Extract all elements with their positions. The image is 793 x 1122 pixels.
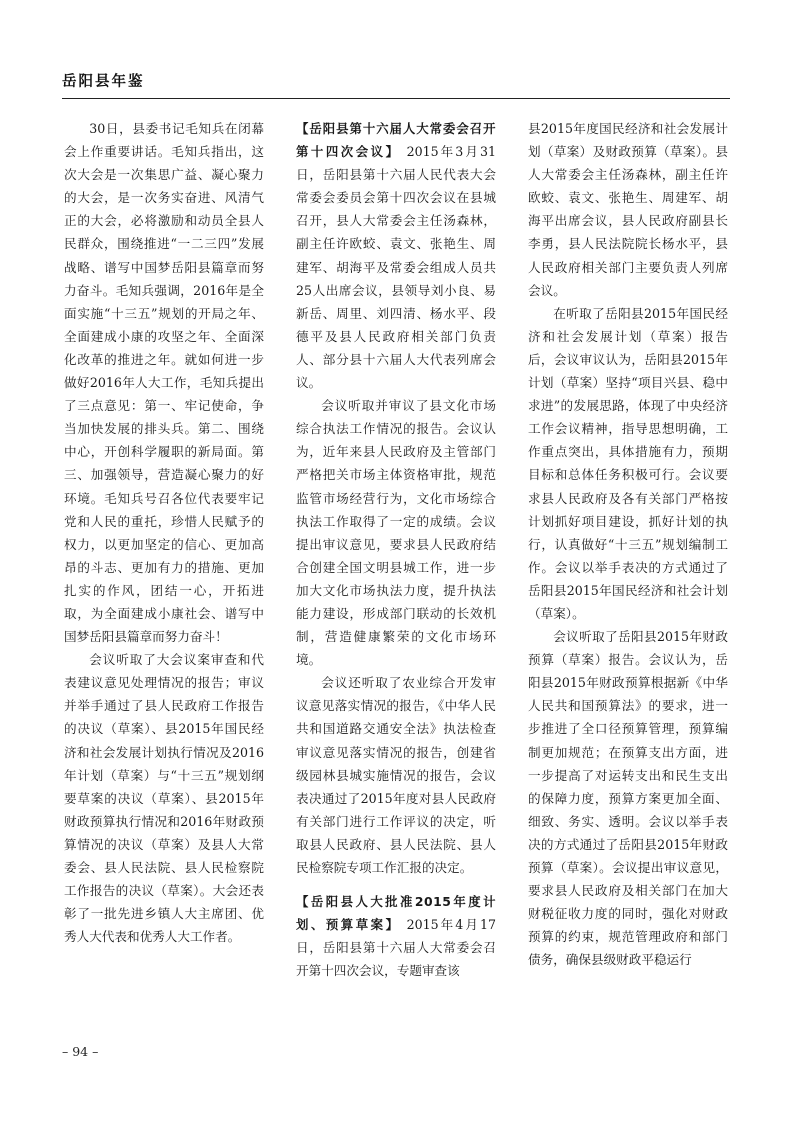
column-2 [296,117,496,982]
column-3 [528,117,728,971]
section-fourteenth-meeting [296,117,496,394]
paragraph-budget-continued: 县2015年度国民经济和社会发展计划（草案）及财政预算（草案）。县人大常委会主任汤森林，副主任许欧蛟、袁文、张艳生、周建军、胡海平出席会议，县人民政府副县长李勇，县人民法院院长杨水平，县人民政府相关部门主要负责人列席会议。 [528,121,728,298]
section-heading: 【岳阳县第十六届人大常委会召开第十四次会议】 [296,121,496,160]
paragraph-resolutions: 会议听取了大会议案审查和代表建议意见处理情况的报告；审议并举手通过了县人民政府工作报告的决议（草案）、县2015年国民经济和社会发展计划执行情况及2016年计划（草案）与“十三五”规划纲要草案的决议（草案）、县2015年财政预算执行情况和2016年财政预算情况的决议（草案）及县人大常委会、县人民法院、县人民检察院工作报告的决议（草案）。大会还表彰了一批先进乡镇人大主席团、优秀人大代表和优秀人大工作者。 [64,652,264,945]
section-body: 2015年4月17日，岳阳县第十六届人大常委会召开第十四次会议，专题审查该 [296,917,496,979]
section-heading: 【岳阳县人大批准2015年度计划、预算草案】 [296,894,496,933]
paragraph-culture-market: 会议听取并审议了县文化市场综合执法工作情况的报告。会议认为，近年来县人民政府及主管部门严格把关市场主体资格审批，规范监管市场经营行为，文化市场综合执法工作取得了一定的成绩。会议提出审议意见，要求县人民政府结合创建全国文明县城工作，进一步加大文化市场执法力度，提升执法能力建设，形成部门联动的长效机制，营造健康繁荣的文化市场环境。 [296,398,496,668]
running-header-title: 岳阳县年鉴 [62,74,145,90]
paragraph-closing-speech: 30日，县委书记毛知兵在闭幕会上作重要讲话。毛知兵指出，这次大会是一次集思广益、凝心聚力的大会，是一次务实奋进、风清气正的大会，必将激励和动员全县人民群众，围绕推进“一二三四”发展战略、谱写中国梦岳阳县篇章而努力奋斗。毛知兵强调，2016年是全面实施“十三五”规划的开局之年、全面建成小康的攻坚之年、全面深化改革的推进之年。就如何进一步做好2016年人大工作，毛知兵提出了三点意见：第一、牢记使命，争当加快发展的排头兵。第二、围绕中心，开创科学履职的新局面。第三、加强领导，营造凝心聚力的好环境。毛知兵号召各位代表要牢记党和人民的重托，珍惜人民赋予的权力，以更加坚定的信心、更加高昂的斗志、更加有力的措施、更加扎实的作风，团结一心，开拓进取，为全面建成小康社会、谱写中国梦岳阳县篇章而努力奋斗！ [64,121,264,645]
paragraph-economic-plan: 在听取了岳阳县2015年国民经济和社会发展计划（草案）报告后，会议审议认为，岳阳县2015年计划（草案）坚持“项目兴县、稳中求进”的发展思路，体现了中央经济工作会议精神，指导思想明确，工作重点突出，具体措施有力，预期目标和总体任务积极可行。会议要求县人民政府及各有关部门严格按计划抓好项目建设，抓好计划的执行，认真做好“十三五”规划编制工作。会议以举手表决的方式通过了岳阳县2015年国民经济和社会计划（草案）。 [528,305,728,621]
paragraph-other-reports: 会议还听取了农业综合开发审议意见落实情况的报告，《中华人民共和国道路交通安全法》执法检查审议意见落实情况的报告，创建省级园林县城实施情况的报告，会议表决通过了2015年度对县人民政府有关部门进行工作评议的决定，听取县人民政府、县人民法院、县人民检察院专项工作汇报的决定。 [296,675,496,875]
section-body: 2015年3月31日，岳阳县第十六届人民代表大会常委会委员会第十四次会议在县城召开，县人大常委会主任汤森林，副主任许欧蛟、袁文、张艳生、周建军、胡海平及常委会组成人员共25人出席会议，县领导刘小良、易新岳、周里、刘四清、杨水平、段德平及县人民政府相关部门负责人、部分县十六届人大代表列席会议。 [296,144,496,391]
paragraph-fiscal-budget: 会议听取了岳阳县2015年财政预算（草案）报告。会议认为，岳阳县2015年财政预算根据新《中华人民共和国预算法》的要求，进一步推进了全口径预算管理，预算编制更加规范；在预算支出方面，进一步提高了对运转支出和民生支出的保障力度，预算方案更加全面、细致、务实、透明。会议以举手表决的方式通过了岳阳县2015年财政预算（草案）。会议提出审议意见，要求县人民政府及相关部门在加大财税征收力度的同时，强化对财政预算的约束，规范管理政府和部门债务，确保县级财政平稳运行 [528,629,728,968]
page-number: – 94 – [62,1044,99,1059]
section-budget-approval [296,890,496,982]
column-1 [64,117,264,948]
header-rule [62,98,730,99]
